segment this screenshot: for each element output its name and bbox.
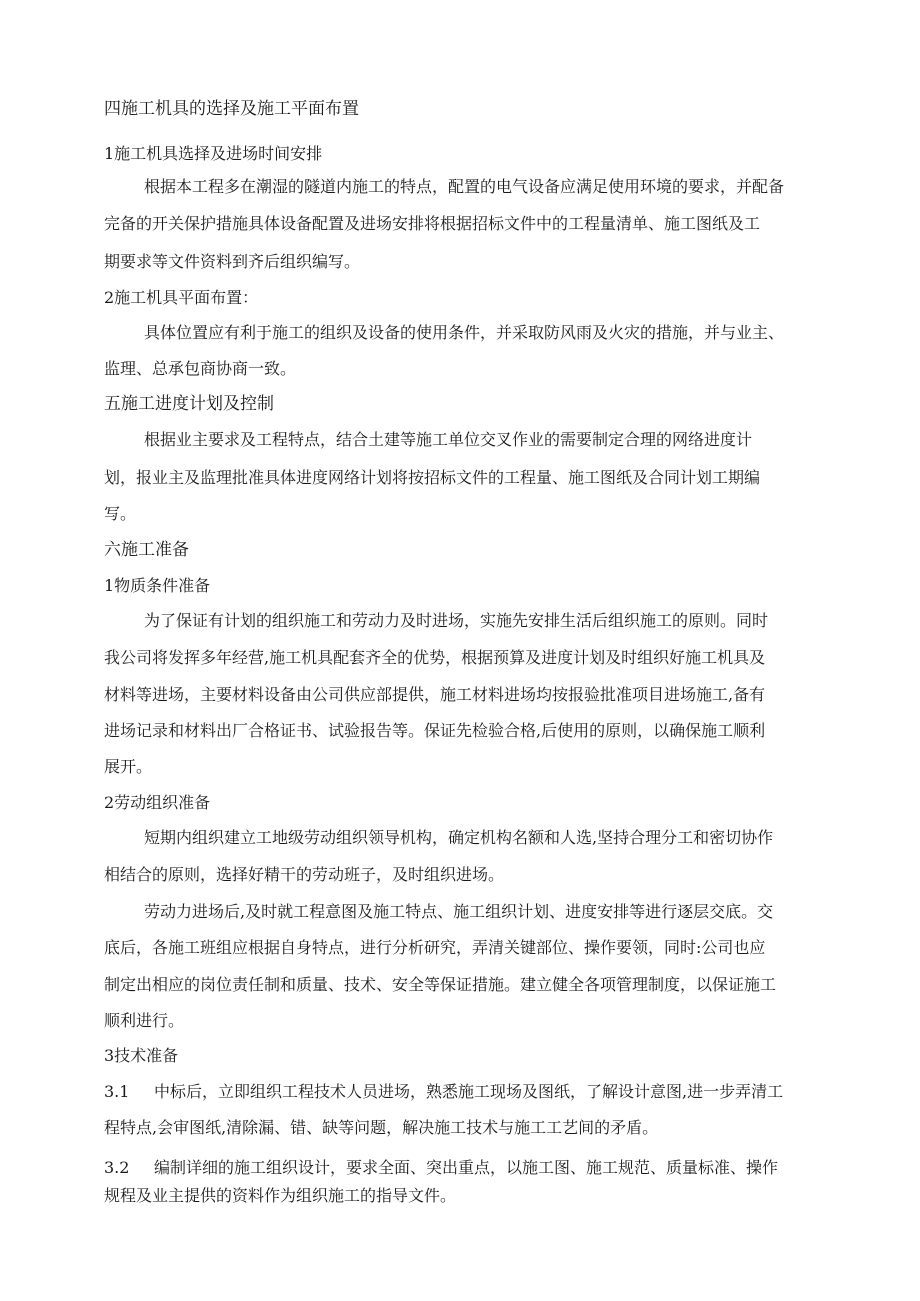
item-number: 3.1 bbox=[104, 1082, 130, 1101]
paragraph-line: 短期内组织建立工地级劳动组织领导机构，确定机构名额和人选,坚持合理分工和密切协作 bbox=[144, 828, 774, 847]
paragraph-line: 顺利进行。 bbox=[104, 1011, 185, 1030]
paragraph-line: 程特点,会审图纸,清除漏、错、缺等问题，解决施工技术与施工工艺间的矛盾。 bbox=[104, 1118, 659, 1137]
paragraph-line: 为了保证有计划的组织施工和劳动力及时进场，实施先安排生活后组织施工的原则。同时 bbox=[144, 611, 769, 630]
paragraph-line: 材料等进场，主要材料设备由公司供应部提供，施工材料进场均按报验批准项目进场施工,备有 bbox=[104, 685, 766, 704]
paragraph-line: 中标后，立即组织工程技术人员进场，熟悉施工现场及图纸，了解设计意图,进一步弄清工 bbox=[154, 1082, 784, 1101]
section-5-heading: 五施工进度计划及控制 bbox=[104, 394, 274, 414]
section-4-heading: 四施工机具的选择及施工平面布置 bbox=[104, 99, 359, 119]
paragraph-line: 劳动力进场后,及时就工程意图及施工特点、施工组织计划、进度安排等进行逐层交底。交 bbox=[144, 902, 774, 921]
paragraph-line: 划，报业主及监理批准具体进度网络计划将按招标文件的工程量、施工图纸及合同计划工期编 bbox=[104, 468, 761, 487]
item-number: 3.2 bbox=[104, 1158, 130, 1177]
section-6-heading: 六施工准备 bbox=[104, 540, 189, 560]
paragraph-line: 根据业主要求及工程特点，结合土建等施工单位交叉作业的需要制定合理的网络进度计 bbox=[144, 430, 753, 449]
paragraph-line: 展开。 bbox=[104, 757, 153, 776]
paragraph-line: 编制详细的施工组织设计，要求全面、突出重点，以施工图、施工规范、质量标准、操作 bbox=[154, 1158, 779, 1177]
paragraph-line: 进场记录和材料出厂合格证书、试验报告等。保证先检验合格,后使用的原则，以确保施工顺利 bbox=[104, 721, 766, 740]
paragraph-line: 底后，各施工班组应根据自身特点，进行分析研究，弄清关键部位、操作要领，同时:公司也应 bbox=[104, 938, 766, 957]
paragraph-line: 根据本工程多在潮湿的隧道内施工的特点，配置的电气设备应满足使用环境的要求，并配备 bbox=[144, 177, 785, 196]
paragraph-line: 我公司将发挥多年经营,施工机具配套齐全的优势，根据预算及进度计划及时组织好施工机具及 bbox=[104, 648, 766, 667]
paragraph-line: 相结合的原则，选择好精干的劳动班子，及时组织进场。 bbox=[104, 865, 505, 884]
paragraph-line: 写。 bbox=[104, 504, 137, 523]
section-4-1-heading: 1施工机具选择及进场时间安排 bbox=[104, 144, 323, 163]
section-6-3-heading: 3技术准备 bbox=[104, 1046, 179, 1065]
paragraph-line: 期要求等文件资料到齐后组织编写。 bbox=[104, 252, 361, 271]
paragraph-line: 规程及业主提供的资料作为组织施工的指导文件。 bbox=[104, 1186, 457, 1205]
paragraph-line: 制定出相应的岗位责任制和质量、技术、安全等保证措施。建立健全各项管理制度，以保证施工 bbox=[104, 975, 777, 994]
section-6-2-heading: 2劳动组织准备 bbox=[104, 793, 211, 812]
paragraph-line: 监理、总承包商协商一致。 bbox=[104, 359, 297, 378]
section-6-1-heading: 1物质条件准备 bbox=[104, 576, 211, 595]
paragraph-line: 具体位置应有利于施工的组织及设备的使用条件，并采取防风雨及火灾的措施，并与业主、 bbox=[144, 323, 785, 342]
section-4-2-heading: 2施工机具平面布置： bbox=[104, 288, 259, 307]
paragraph-line: 完备的开关保护措施具体设备配置及进场安排将根据招标文件中的工程量清单、施工图纸及工 bbox=[104, 214, 761, 233]
